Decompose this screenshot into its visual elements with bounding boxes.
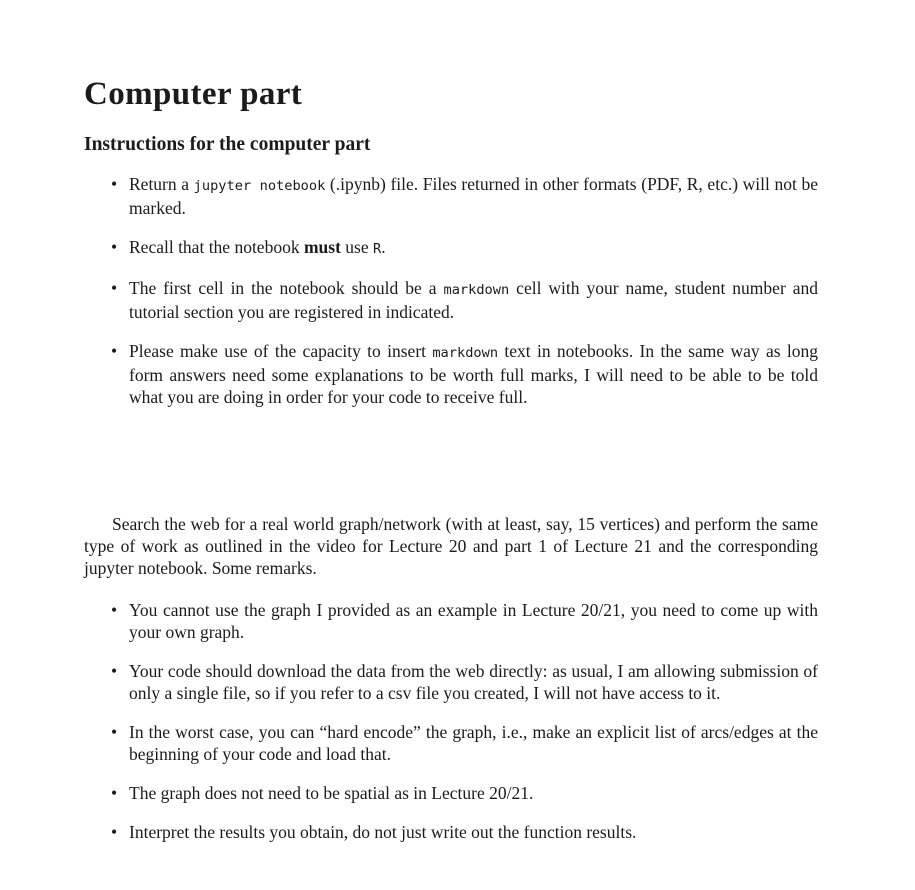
body-text: (.ipynb) file. Files returned in other formats (PDF, R, etc.) will not be marked. xyxy=(129,173,819,218)
inline-code-text: R xyxy=(372,240,382,257)
list-item xyxy=(129,340,818,408)
body-text: cell with your name, student number and tutorial section you are registered in indicated. xyxy=(129,277,819,322)
body-text: The first cell in the notebook should be a xyxy=(129,277,444,298)
inline-code-text: jupyter notebook xyxy=(193,177,326,194)
body-text: Please make use of the capacity to insert xyxy=(129,340,433,361)
bold-text: must xyxy=(303,236,341,257)
list-item xyxy=(129,782,818,804)
body-text: Return a xyxy=(129,173,194,194)
body-text: . xyxy=(381,236,386,257)
body-text: use xyxy=(340,236,373,257)
body-text: Interpret the results you obtain, do not just write out the function results. xyxy=(129,821,637,842)
inline-code-text: markdown xyxy=(432,344,499,361)
list-item xyxy=(129,277,818,323)
instructions-list xyxy=(84,173,818,408)
instructions-heading: Instructions for the computer part xyxy=(84,134,371,155)
page-title: Computer part xyxy=(84,76,303,112)
list-item xyxy=(129,236,818,260)
list-item xyxy=(129,599,818,643)
body-text: The graph does not need to be spatial as in Lecture 20/21. xyxy=(129,782,534,803)
list-item xyxy=(129,660,818,704)
list-item xyxy=(129,173,818,219)
body-text: You cannot use the graph I provided as an example in Lecture 20/21, you need to come up with your own graph. xyxy=(129,599,818,642)
list-item xyxy=(129,721,818,765)
body-text: Your code should download the data from the web directly: as usual, I am allowing submission of only a single file, so if you refer to a csv file you created, I will not have access to it. xyxy=(129,660,818,703)
list-item xyxy=(129,821,818,843)
task-paragraph: Search the web for a real world graph/network (with at least, say, 15 vertices) and perform the same type of work as outlined in the video for Lecture 20 and part 1 of Lecture 21 and the corresponding jupyter notebook. Some remarks. xyxy=(84,513,818,578)
remarks-list xyxy=(84,599,818,843)
body-text: text in notebooks. In the same way as long form answers need some explanations to be worth full marks, I will need to be able to be told what you are doing in order for your code to receive full. xyxy=(129,340,818,407)
inline-code-text: markdown xyxy=(443,281,510,298)
body-text: Recall that the notebook xyxy=(129,236,304,257)
body-text: In the worst case, you can “hard encode” the graph, i.e., make an explicit list of arcs/edges at the beginning of your code and load that. xyxy=(129,721,818,764)
